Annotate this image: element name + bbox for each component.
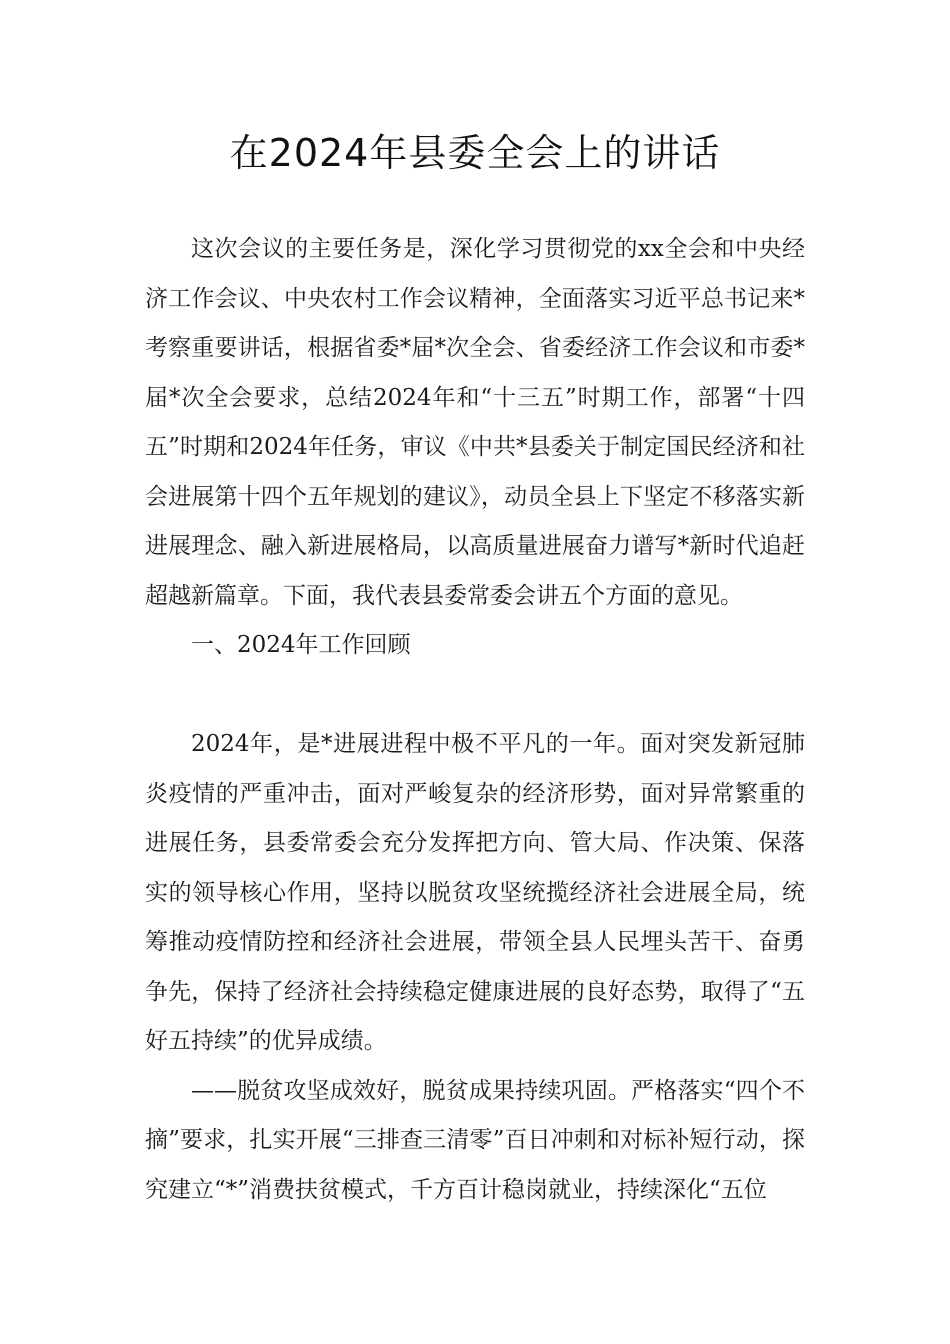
paragraph-review: 2024年，是*进展进程中极不平凡的一年。面对突发新冠肺炎疫情的严重冲击，面对严峻复杂的经济形势，面对异常繁重的进展任务，县委常委会充分发挥把方向、管大局、作决策、保落实的领导核心作用，坚持以脱贫攻坚统揽经济社会进展全局，统筹推动疫情防控和经济社会进展，带领全县人民埋头苦干、奋勇争先，保持了经济社会持续稳定健康进展的良好态势，取得了“五好五持续”的优异成绩。 xyxy=(145,731,805,1054)
paragraph-intro: 这次会议的主要任务是，深化学习贯彻党的xx全会和中央经济工作会议、中央农村工作会议精神，全面落实习近平总书记来*考察重要讲话，根据省委*届*次全会、省委经济工作会议和市委*届*次全会要求，总结2024年和“十三五”时期工作，部署“十四五”时期和2024年任务，审议《中共*县委关于制定国民经济和社会进展第十四个五年规划的建议》，动员全县上下坚定不移落实新进展理念、融入新进展格局，以高质量进展奋力谱写*新时代追赶超越新篇章。下面，我代表县委常委会讲五个方面的意见。 xyxy=(145,236,805,609)
section-heading: 一、2024年工作回顾 xyxy=(191,632,411,658)
body-section-review xyxy=(145,720,805,1215)
body-section-intro xyxy=(145,225,805,671)
paragraph-poverty: ——脱贫攻坚成效好，脱贫成果持续巩固。严格落实“四个不摘”要求，扎实开展“三排查三清零”百日冲刺和对标补短行动，探究建立“*”消费扶贫模式，千方百计稳岗就业，持续深化“五位 xyxy=(145,1077,805,1203)
document-title: 在2024年县委全会上的讲话 xyxy=(229,131,721,175)
